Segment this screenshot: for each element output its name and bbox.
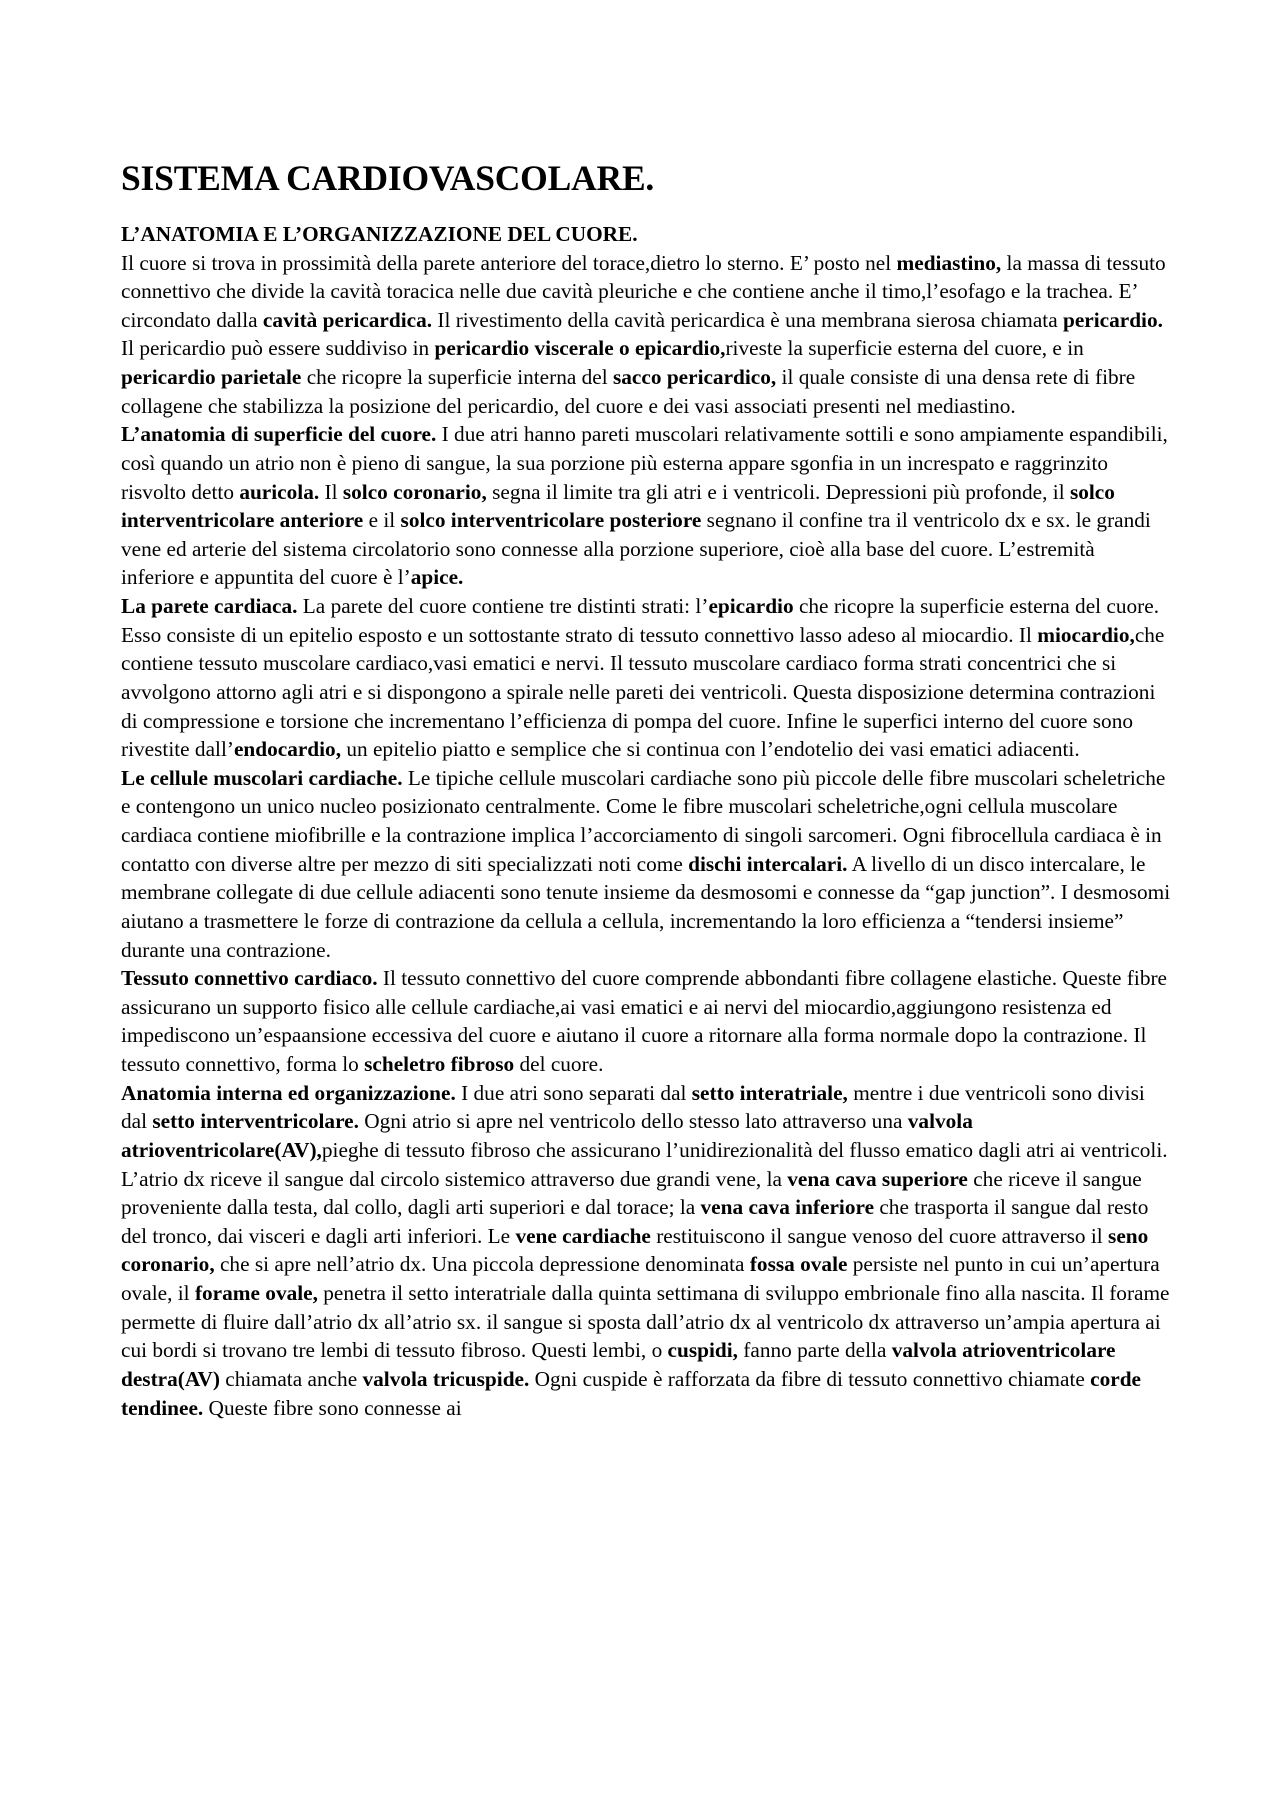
bold-term: apice. xyxy=(410,565,464,590)
text-run: I due atri sono separati dal xyxy=(455,1080,692,1105)
bold-term: solco interventricolare anteriore xyxy=(121,479,1115,533)
text-run: Ogni atrio si apre nel ventricolo dello stesso lato attraverso una xyxy=(358,1109,908,1134)
bold-term: setto interventricolare. xyxy=(152,1109,359,1134)
text-run: chiamata anche xyxy=(219,1366,363,1391)
bold-term: dischi intercalari. xyxy=(688,851,848,876)
bold-term: valvola tricuspide. xyxy=(362,1366,530,1391)
text-run: penetra il setto interatriale dalla quinta settimana di sviluppo embrionale fino alla nascita. Il forame permette di fluire dall’atrio dx all’atrio sx. il sangue si sposta dall’atrio dx al ventricolo dx attraverso un’ampia apertura ai cui bordi si trovano tre lembi di tessuto fibroso. Questi lembi, o xyxy=(121,1281,1170,1363)
text-run: che ricopre la superficie esterna del cuore. Esso consiste di un epitelio esposto e un sottostante strato di tessuto connettivo lasso adeso al miocardio. Il xyxy=(121,594,1160,647)
text-run: il quale consiste di una densa rete di fibre collagene che stabilizza la posizione del pericardio, del cuore e dei vasi associati presenti nel mediastino. xyxy=(121,365,1136,418)
bold-term: Le cellule muscolari cardiache. xyxy=(121,765,403,790)
bold-term: corde tendinee. xyxy=(121,1366,1141,1420)
text-run: la massa di tessuto connettivo che divide la cavità toracica nelle due cavità pleuriche e che contiene anche il timo,l’esofago e la trachea. E’ circondato dalla xyxy=(121,250,1166,332)
bold-term: valvola atrioventricolare destra(AV) xyxy=(121,1338,1116,1391)
text-run: Il pericardio può essere suddiviso in xyxy=(121,336,435,361)
bold-term: pericardio viscerale o epicardio, xyxy=(434,336,726,361)
text-run: pieghe di tessuto fibroso che assicurano l’unidirezionalità del flusso ematico dagli atri ai ventricoli. L’atrio dx riceve il sangue dal circolo sistemico attraverso due grandi vene, la xyxy=(121,1137,1168,1191)
text-run: che riceve il sangue proveniente dalla testa, dal collo, dagli arti superiori e dal torace; la xyxy=(121,1166,1142,1220)
bold-term: miocardio, xyxy=(1037,622,1135,647)
text-run: un epitelio piatto e semplice che si continua con l’endotelio dei vasi ematici adiacenti. xyxy=(341,737,1080,762)
section-heading: L’ANATOMIA E L’ORGANIZZAZIONE DEL CUORE. xyxy=(121,222,638,246)
text-run: mentre i due ventricoli sono divisi dal xyxy=(121,1080,1145,1134)
document-body xyxy=(121,249,1171,1423)
text-run: riveste la superficie esterna del cuore, e in xyxy=(725,336,1084,361)
bold-term: epicardio xyxy=(708,594,794,619)
bold-term: auricola. xyxy=(239,479,320,504)
bold-term: L’anatomia di superficie del cuore. xyxy=(121,422,437,447)
text-run: I due atri hanno pareti muscolari relativamente sottili e sono ampiamente espandibili, così quando un atrio non è pieno di sangue, la sua porzione più esterna appare sgonfia in un increspato e raggrinzito risvolto detto xyxy=(121,422,1168,504)
text-run: e il xyxy=(363,508,401,533)
bold-term: La parete cardiaca. xyxy=(121,594,298,619)
bold-term: scheletro fibroso xyxy=(364,1052,515,1077)
text-run: che si apre nell’atrio dx. Una piccola depressione denominata xyxy=(214,1252,750,1277)
text-run: Queste fibre sono connesse ai xyxy=(203,1395,462,1420)
bold-term: seno coronario, xyxy=(121,1223,1149,1277)
text-run: Il tessuto connettivo del cuore comprende abbondanti fibre collagene elastiche. Queste fibre assicurano un supporto fisico alle cellule cardiache,ai vasi ematici e ai nervi del miocardio,aggiungono resistenza ed impediscono un’espaansione eccessiva del cuore e aiutano il cuore a ritornare alla forma normale dopo la contrazione. Il tessuto connettivo, forma lo xyxy=(121,966,1168,1077)
text-run: La parete del cuore contiene tre distinti strati: l’ xyxy=(297,594,709,619)
bold-term: vena cava superiore xyxy=(787,1166,968,1191)
paragraph xyxy=(121,1079,1171,1423)
bold-term: pericardio. xyxy=(1062,307,1163,332)
bold-term: pericardio parietale xyxy=(121,365,302,390)
text-run: Il cuore si trova in prossimità della parete anteriore del torace,dietro lo sterno. E’ posto nel xyxy=(121,250,897,275)
text-run: del cuore. xyxy=(514,1052,604,1077)
paragraph xyxy=(121,764,1171,964)
bold-term: valvola atrioventricolare(AV), xyxy=(121,1109,973,1162)
paragraph xyxy=(121,249,1171,421)
bold-term: sacco pericardico, xyxy=(613,365,777,390)
text-run: restituiscono il sangue venoso del cuore attraverso il xyxy=(650,1223,1109,1248)
bold-term: fossa ovale xyxy=(749,1252,848,1277)
text-run: persiste nel punto in cui un’apertura ovale, il xyxy=(121,1252,1160,1306)
bold-term: endocardio, xyxy=(233,737,342,762)
text-run: A livello di un disco intercalare, le membrane collegate di due cellule adiacenti sono tenute insieme da desmosomi e connesse da “gap junction”. I desmosomi aiutano a trasmettere le forze di contrazione da cellula a cellula, incrementando la loro efficienza a “tendersi insieme” durante una contrazione. xyxy=(121,851,1171,962)
bold-term: Anatomia interna ed organizzazione. xyxy=(121,1080,456,1105)
paragraph xyxy=(121,420,1171,592)
text-run: fanno parte della xyxy=(737,1338,892,1363)
bold-term: cuspidi, xyxy=(667,1338,738,1363)
paragraph xyxy=(121,592,1171,764)
bold-term: solco coronario, xyxy=(342,479,487,504)
bold-term: solco interventricolare posteriore xyxy=(400,508,702,533)
bold-term: mediastino, xyxy=(896,250,1002,275)
bold-term: cavità pericardica. xyxy=(262,307,433,332)
text-run: Le tipiche cellule muscolari cardiache sono più piccole delle fibre muscolari scheletriche e contengono un unico nucleo posizionato centralmente. Come le fibre muscolari scheletriche,ogni cellula muscolare cardiaca contiene miofibrille e la contrazione implica l’accorciamento di singoli sarcomeri. Ogni fibrocellula cardiaca è in contatto con diverse altre per mezzo di siti specializzati noti come xyxy=(121,765,1166,876)
bold-term: vene cardiache xyxy=(515,1223,651,1248)
text-run: che contiene tessuto muscolare cardiaco,vasi ematici e nervi. Il tessuto muscolare cardiaco forma strati concentrici che si avvolgono attorno agli atri e si dispongono a spirale nelle pareti dei ventricoli. Questa disposizione determina contrazioni di compressione e torsione che incrementano l’efficienza di pompa del cuore. Infine le superfici interno del cuore sono rivestite dall’ xyxy=(121,622,1165,762)
document-title: SISTEMA CARDIOVASCOLARE. xyxy=(121,158,655,198)
text-run: segna il limite tra gli atri e i ventricoli. Depressioni più profonde, il xyxy=(486,479,1070,504)
paragraph xyxy=(121,964,1171,1079)
bold-term: vena cava inferiore xyxy=(700,1195,875,1220)
text-run: Il xyxy=(319,479,343,504)
bold-term: setto interatriale, xyxy=(691,1080,848,1105)
document-page xyxy=(121,150,1171,1422)
bold-term: forame ovale, xyxy=(194,1281,318,1306)
text-run: segnano il confine tra il ventricolo dx e sx. le grandi vene ed arterie del sistema circolatorio sono connesse alla porzione superiore, cioè alla base del cuore. L’estremità inferiore e appuntita del cuore è l’ xyxy=(121,508,1151,590)
text-run: Ogni cuspide è rafforzata da fibre di tessuto connettivo chiamate xyxy=(529,1366,1091,1391)
text-run: Il rivestimento della cavità pericardica è una membrana sierosa chiamata xyxy=(432,307,1063,332)
text-run: che ricopre la superficie interna del xyxy=(301,365,613,390)
bold-term: Tessuto connettivo cardiaco. xyxy=(121,966,378,991)
text-run: che trasporta il sangue dal resto del tronco, dai visceri e dagli arti inferiori. Le xyxy=(121,1195,1149,1248)
